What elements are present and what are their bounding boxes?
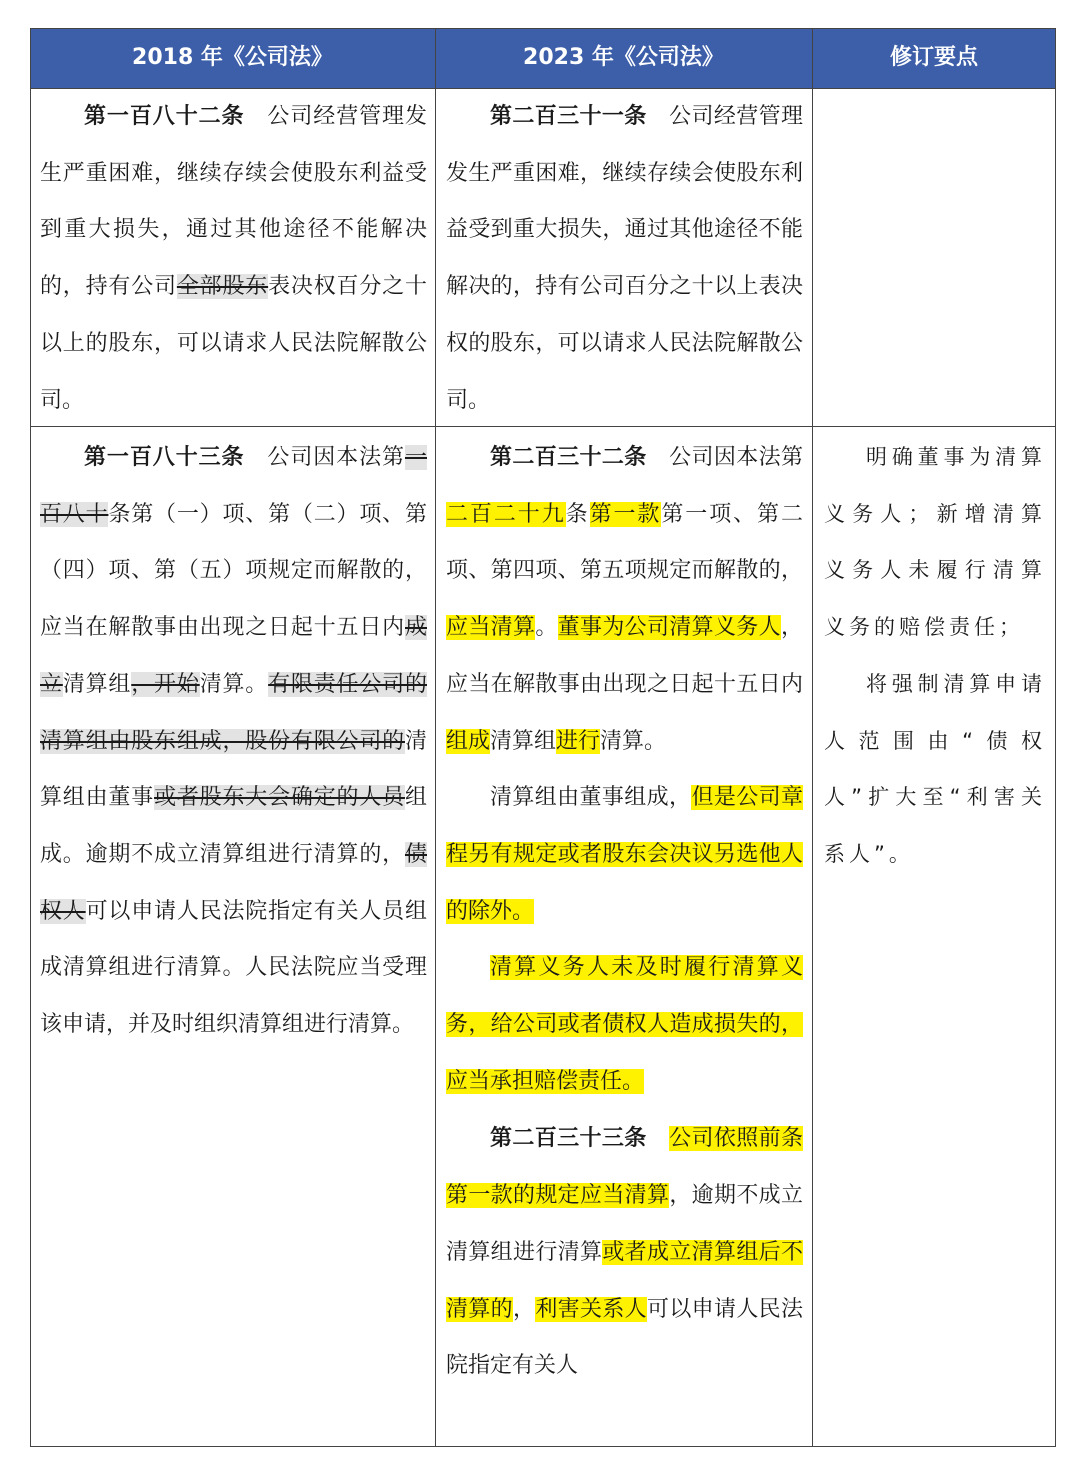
border-top	[30, 28, 1056, 29]
article-183: 第一百八十三条	[84, 444, 245, 470]
border-right	[1055, 28, 1056, 1447]
row1-old-cell: 第一百八十二条 公司经营管理发生严重困难，继续存续会使股东利益受到重大损失，通过其他途径不能解决的，持有公司全部股东表决权百分之十以上的股东，可以请求人民法院解散公司。	[40, 103, 427, 413]
row2-new-cell: 第二百三十二条 公司因本法第二百二十九条第一款第一项、第二项、第四项、第五项规定而解散的，应当清算。董事为公司清算义务人，应当在解散事由出现之日起十五日内组成清算组进行清算。 清算组由董事组成，但是公司章程另有规定或者股东会决议另选他人的除外。 清算义务人未及时履行清算义务，给公司或者债权人造成损失的，应当承担赔偿责任。 第二百三十三条 公司依照前条第一款的规定应当清算，逾期不成立清算组进行清算或者成立清算组后不清算的，利害关系人可以申请人民法院指定有关人	[446, 444, 803, 1379]
header-2018: 2018 年《公司法》	[132, 45, 333, 70]
revision-note-2: 将强制清算申请人范围由“债权人”扩大至“利害关系人”。	[824, 671, 1046, 866]
header-2023: 2023 年《公司法》	[523, 45, 724, 70]
deleted-text: 全部股东	[176, 274, 269, 300]
article-233: 第二百三十三条	[490, 1125, 647, 1152]
revision-note-1: 明确董事为清算义务人；新增清算义务人未履行清算义务的赔偿责任；	[824, 445, 1046, 640]
border-col-1	[435, 28, 436, 1447]
article-232: 第二百三十二条	[490, 444, 647, 470]
border-col-2	[812, 28, 813, 1447]
border-bottom	[30, 1446, 1056, 1447]
border-left	[30, 28, 31, 1447]
row2-notes-cell	[824, 429, 1046, 883]
article-182: 第一百八十二条	[84, 103, 245, 129]
row1-new-cell: 第二百三十一条 公司经营管理发生严重困难，继续存续会使股东利益受到重大损失，通过其他途径不能解决的，持有公司百分之十以上表决权的股东，可以请求人民法院解散公司。	[446, 103, 803, 413]
comparison-table	[30, 28, 1056, 1447]
row2-old-cell: 第一百八十三条 公司因本法第一百八十条第（一）项、第（二）项、第（四）项、第（五）项规定而解散的，应当在解散事由出现之日起十五日内成立清算组，开始清算。有限责任公司的清算组由股东组成，股份有限公司的清算组由董事或者股东大会确定的人员组成。逾期不成立清算组进行清算的，债权人可以申请人民法院指定有关人员组成清算组进行清算。人民法院应当受理该申请，并及时组织清算组进行清算。	[40, 444, 427, 1038]
table-header	[30, 28, 1056, 88]
header-revision-points: 修订要点	[889, 45, 978, 70]
article-231: 第二百三十一条	[490, 103, 647, 129]
